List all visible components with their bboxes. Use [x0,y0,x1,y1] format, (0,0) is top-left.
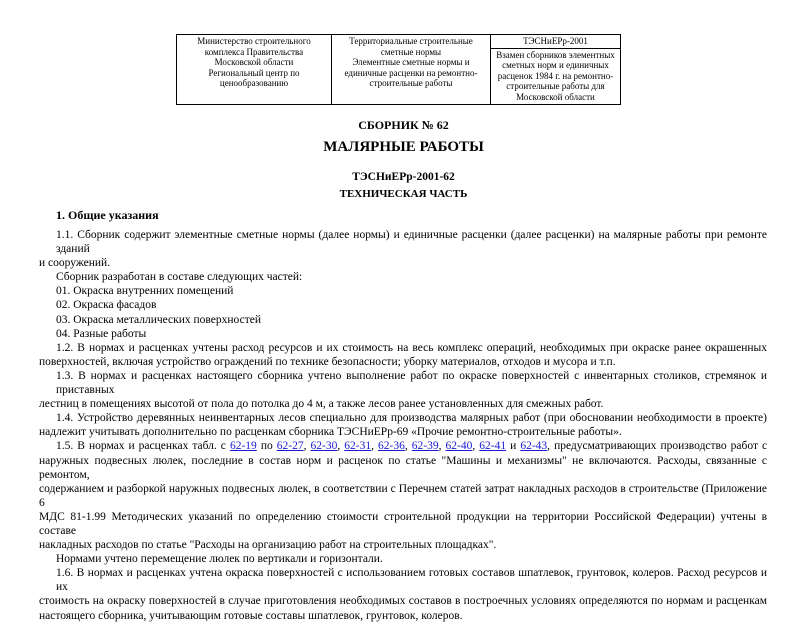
header-note-line: сметных норм и единичных [502,60,609,71]
header-note-line: расценок 1984 г. на ремонтно- [497,70,614,81]
list-item: 02. Окраска фасадов [56,299,157,312]
paragraph-line: поверхностей, включая устройство ограждений по технике безопасности; уборку материалов, отходов и мусора и т.п. [39,355,616,368]
paragraph-line: 1.2. В нормах и расценках учтены расход ресурсов и их стоимость на весь комплекс операций, необходимых при окраске ранее окрашенных [56,341,767,354]
technical-part-title: ТЕХНИЧЕСКАЯ ЧАСТЬ [339,188,468,200]
paragraph-1-4 [39,411,767,439]
header-norms-line: строительные работы [369,78,453,89]
section-heading: 1. Общие указания [56,208,159,222]
header-ministry-line: Министерство строительного [197,36,311,46]
header-norms-line: единичные расценки на ремонтно- [344,67,478,78]
table-link-62-36[interactable]: 62-36 [378,440,405,453]
header-replacement-note [491,49,620,104]
header-code-cell [491,35,621,105]
header-note-line: строительные работы для [506,81,605,92]
paragraph-text: по [260,440,273,453]
paragraph-line: стоимость на окраску поверхностей в случае приготовления необходимых составов в построечных условиях определяются по нормам и расценкам [39,595,767,608]
collection-code-title: ТЭСНиЕРр-2001-62 [352,171,455,183]
paragraph-text: , предусматривающих производство работ с [547,440,768,453]
header-ministry-line: Московской области [214,57,294,68]
header-norms-cell [332,35,491,105]
paragraph-1-1 [39,228,767,270]
table-link-62-41[interactable]: 62-41 [479,440,507,453]
list-item: 03. Окраска металлических поверхностей [56,313,261,326]
list-item: 04. Разные работы [56,327,147,340]
paragraph-line: 1.1. Сборник содержит элементные сметные нормы (далее нормы) и единичные расценки (далее расценки) на малярные работы при ремонте зданий [56,229,767,256]
paragraph-line: накладных расходов по статье "Расходы на организацию работ на строительных площадках". [39,539,497,552]
paragraph-text: и [510,440,517,453]
paragraph-line: надлежит учитывать дополнительно по расценкам сборника ТЭСНиЕРр-69 «Прочие ремонтно-строительные работы». [39,426,622,439]
paragraph-1-6 [39,566,767,622]
header-table [176,34,621,105]
paragraph-line: наружных подвесных люлек, последние в состав норм и расценок по статье "Машины и механизмы" не включаются. Расходы, связанные с ремонтом, [39,454,767,481]
paragraph-line: лестниц в помещениях высотой от пола до потолка до 4 м, а также лесов ранее установленных для смежных работ. [39,398,604,411]
header-norms-line: Территориальные строительные [349,36,473,46]
paragraph-line-with-links: 1.5. В нормах и расценках табл. с 62-19 по 62-27, 62-30, 62-31, 62-36, 62-39, 62-40, 62-41 и 62-43, предусматривающих производство работ с [56,440,768,453]
paragraph-line: 1.4. Устройство деревянных неинвентарных лесов специально для производства малярных работ (при обосновании необходимости в проекте) [56,412,767,425]
paragraph-note: Нормами учтено перемещение люлек по вертикали и горизонтали. [56,553,383,566]
paragraph-line: 1.3. В нормах и расценках настоящего сборника учтено выполнение работ по окраске поверхностей с инвентарных столиков, стремянок и приставных [56,369,767,397]
paragraph-1-3 [39,369,767,411]
table-link-62-19[interactable]: 62-19 [229,440,257,453]
paragraph-line: содержанием и разборкой наружных подвесных люлек, в соответствии с Перечнем статей затрат накладных расходов в строительстве (Приложение 6 [39,482,767,509]
table-link-62-31[interactable]: 62-31 [344,440,372,453]
document-body [39,228,767,623]
list-item: 01. Окраска внутренних помещений [56,285,234,298]
table-link-62-27[interactable]: 62-27 [276,440,304,453]
composition-intro: Сборник разработан в составе следующих частей: [56,271,303,284]
paragraph-line: настоящего сборника, учитывающим готовые составы шпатлевок, грунтовок, колеров. [39,609,463,622]
header-norms-line: сметные нормы [380,46,442,57]
table-link-62-43[interactable]: 62-43 [520,440,548,453]
collection-number-title: СБОРНИК № 62 [358,118,449,132]
header-ministry-cell [177,35,332,105]
header-ministry-line: ценообразованию [219,78,289,89]
paragraph-1-2 [39,341,767,369]
paragraph-line: 1.6. В нормах и расценках учтена окраска поверхностей с использованием готовых составов шпатлевок, грунтовок, колеров. Расход ресурсов и их [56,567,767,594]
header-ministry-line: Региональный центр по [208,67,300,78]
paragraph-text: 1.5. В нормах и расценках табл. с [56,440,226,453]
paragraph-line: МДС 81-1.99 Методических указаний по определению стоимости строительной продукции на территории Российской Федерации) учтены в составе [39,510,767,537]
header-note-line: Московской области [516,91,595,102]
header-code: ТЭСНиЕРр-2001 [491,35,620,49]
table-link-62-40[interactable]: 62-40 [445,440,473,453]
paragraph-line: и сооружений. [39,257,111,270]
table-link-62-39[interactable]: 62-39 [411,440,439,453]
header-ministry-line: комплекса Правительства [204,46,304,57]
header-note-line: Взамен сборников элементных [496,49,615,60]
collection-name-title: МАЛЯРНЫЕ РАБОТЫ [323,139,484,155]
header-norms-line: Элементные сметные нормы и [352,57,470,68]
paragraph-1-5 [39,439,767,566]
table-link-62-30[interactable]: 62-30 [310,440,338,453]
composition-list [39,270,767,340]
